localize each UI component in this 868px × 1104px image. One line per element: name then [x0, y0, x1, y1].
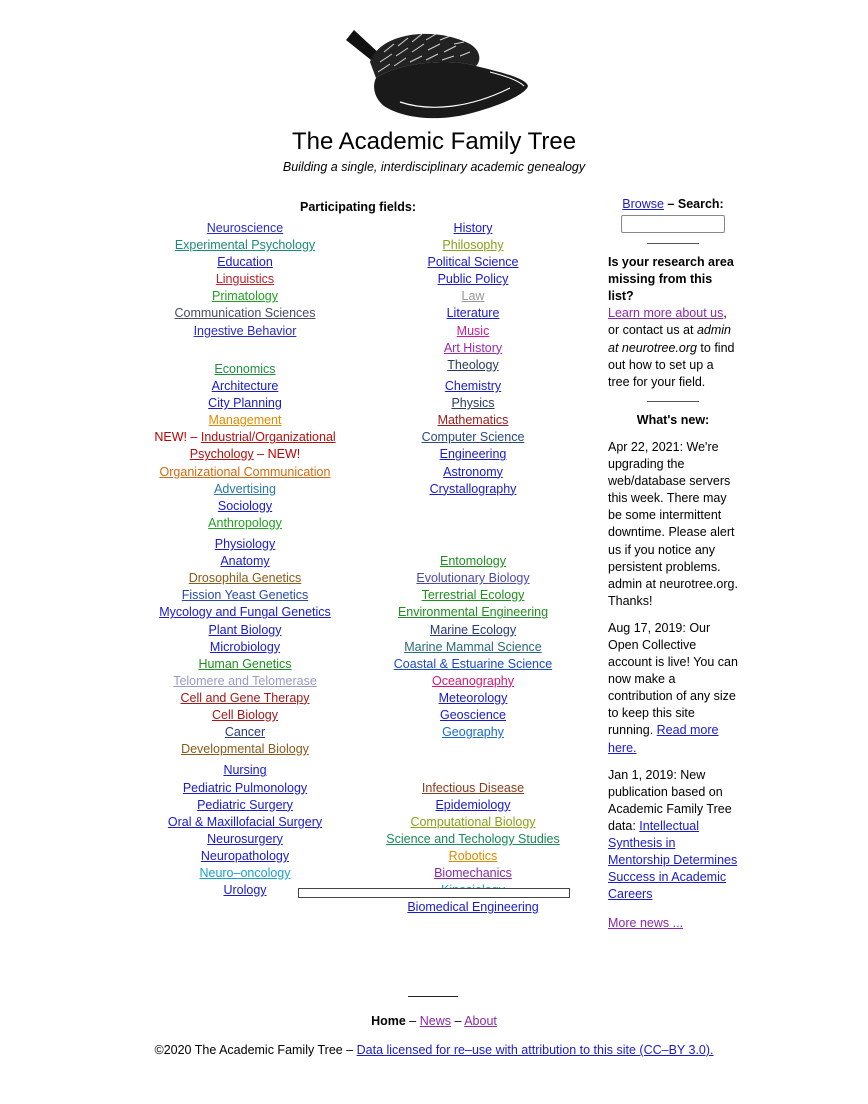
field-row: [313, 357, 633, 374]
field-row: [313, 639, 633, 656]
news-item-2: [608, 620, 738, 757]
search-label: – Search:: [663, 197, 724, 211]
license-link[interactable]: Data licensed for re–use with attribution to this site (CC–BY 3.0).: [356, 1043, 714, 1057]
divider: [647, 401, 699, 402]
field-row: [313, 899, 633, 916]
contact-text-2: to find out how to set up a tree for your field.: [608, 340, 735, 389]
field-link-biomechanics[interactable]: Biomechanics: [434, 866, 512, 881]
field-row: [313, 604, 633, 621]
field-link-political-science[interactable]: Political Science: [427, 255, 519, 270]
field-row: [313, 724, 633, 741]
field-link-ingestive-behavior[interactable]: Ingestive Behavior: [193, 323, 297, 338]
about-link[interactable]: About: [464, 1014, 497, 1028]
column-blank: [313, 741, 633, 758]
field-link-neuro-oncology[interactable]: Neuro–oncology: [199, 866, 291, 881]
page-subtitle: Building a single, interdisciplinary academic genealogy: [282, 160, 586, 174]
new-badge: NEW! –: [154, 430, 201, 445]
field-link-anatomy[interactable]: Anatomy: [220, 554, 270, 569]
field-link-nursing[interactable]: Nursing: [223, 763, 267, 778]
field-link-meteorology[interactable]: Meteorology: [438, 690, 508, 705]
field-link-cell-biology[interactable]: Cell Biology: [211, 708, 278, 722]
field-row: [313, 553, 633, 570]
footer-nav: [0, 1014, 868, 1028]
field-link-public-policy[interactable]: Public Policy: [437, 272, 509, 287]
field-link-mathematics[interactable]: Mathematics: [437, 413, 509, 428]
field-row: [313, 237, 633, 254]
news-item-1: Apr 22, 2021: We're upgrading the web/database servers this week. There may be some intermittent downtime. Please alert us if you notice any persistent problems. admin at neurotree.org. Thanks!: [608, 439, 738, 608]
field-link-management[interactable]: Management: [208, 413, 282, 428]
field-link-astronomy[interactable]: Astronomy: [443, 464, 503, 479]
field-link-experimental-psychology[interactable]: Experimental Psychology: [174, 238, 316, 253]
divider: [647, 243, 699, 244]
field-link-chemistry[interactable]: Chemistry: [444, 379, 502, 394]
field-link-terrestrial-ecology[interactable]: Terrestrial Ecology: [421, 588, 525, 603]
field-link-physics[interactable]: Physics: [451, 396, 495, 411]
field-row: [313, 848, 633, 865]
field-row: [313, 690, 633, 707]
fields-right-column: [313, 220, 633, 916]
field-link-fission-yeast-genetics[interactable]: Fission Yeast Genetics: [181, 588, 309, 603]
field-link-engineering[interactable]: Engineering: [439, 447, 507, 462]
field-link-theology[interactable]: Theology: [447, 357, 499, 372]
field-link-law[interactable]: Law: [461, 289, 485, 304]
field-link-sociology[interactable]: Sociology: [217, 498, 273, 513]
field-link-oral-maxillofacial-surgery[interactable]: Oral & Maxillofacial Surgery: [167, 814, 323, 829]
field-link-psychology[interactable]: Psychology: [189, 447, 254, 462]
field-link-plant-biology[interactable]: Plant Biology: [208, 622, 282, 637]
separator: –: [405, 1014, 420, 1028]
field-row: [313, 446, 633, 463]
field-link-marine-mammal-science[interactable]: Marine Mammal Science: [404, 639, 542, 654]
field-link-telomere-and-telomerase[interactable]: Telomere and Telomerase: [173, 673, 317, 688]
field-link-computer-science[interactable]: Computer Science: [421, 430, 525, 445]
publication-link[interactable]: Intellectual Synthesis in Mentorship Determines Success in Academic Careers: [608, 818, 738, 902]
news-heading: What's new:: [636, 412, 710, 427]
field-row: [313, 378, 633, 395]
field-link-history[interactable]: History: [453, 221, 493, 235]
field-link-oceanography[interactable]: Oceanography: [431, 673, 514, 688]
new-badge: – NEW!: [253, 447, 301, 462]
field-link-geography[interactable]: Geography: [442, 725, 504, 740]
column-blank: [313, 532, 633, 549]
field-row: [313, 481, 633, 498]
field-link-education[interactable]: Education: [217, 255, 273, 270]
column-blank: [313, 515, 633, 532]
more-news-link[interactable]: More news ...: [608, 916, 684, 931]
field-link-industrial-organizational[interactable]: Industrial/Organizational: [200, 430, 336, 445]
column-blank: [313, 498, 633, 515]
field-link-music[interactable]: Music: [456, 323, 490, 338]
news-link[interactable]: News: [419, 1014, 451, 1028]
copyright-text: ©2020 The Academic Family Tree –: [154, 1043, 357, 1057]
field-row: [313, 831, 633, 848]
news-item-3: [608, 767, 738, 904]
field-link-pediatric-pulmonology[interactable]: Pediatric Pulmonology: [182, 780, 308, 795]
field-link-neuroscience[interactable]: Neuroscience: [206, 221, 284, 235]
field-link-neuropathology[interactable]: Neuropathology: [200, 848, 290, 863]
browse-link[interactable]: Browse: [622, 197, 664, 211]
field-row: [313, 288, 633, 305]
field-link-environmental-engineering[interactable]: Environmental Engineering: [397, 605, 549, 620]
page-title: The Academic Family Tree: [291, 128, 577, 155]
field-row: [313, 271, 633, 288]
field-link-drosophila-genetics[interactable]: Drosophila Genetics: [188, 571, 302, 586]
field-link-architecture[interactable]: Architecture: [211, 379, 279, 394]
field-row: [313, 254, 633, 271]
field-link-cancer[interactable]: Cancer: [224, 725, 266, 740]
field-row: [313, 305, 633, 322]
field-link-communication-sciences[interactable]: Communication Sciences: [174, 306, 316, 321]
news-item-3-text: Jan 1, 2019: New publication based on Academic Family Tree data:: [608, 767, 732, 833]
field-row: [313, 797, 633, 814]
field-link-neurosurgery[interactable]: Neurosurgery: [207, 831, 283, 846]
field-link-physiology[interactable]: Physiology: [214, 537, 276, 552]
field-row: [313, 673, 633, 690]
field-link-urology[interactable]: Urology: [223, 883, 267, 898]
field-link-organizational-communication[interactable]: Organizational Communication: [159, 464, 331, 479]
field-row: [313, 220, 633, 237]
field-row: [313, 570, 633, 587]
field-link-developmental-biology[interactable]: Developmental Biology: [181, 742, 309, 757]
field-link-philosophy[interactable]: Philosophy: [442, 238, 504, 253]
field-link-biomedical-engineering[interactable]: Biomedical Engineering: [407, 900, 539, 915]
field-link-infectious-disease[interactable]: Infectious Disease: [421, 780, 525, 795]
home-label: Home: [371, 1014, 406, 1028]
copyright-line: [0, 1043, 868, 1057]
read-more-link[interactable]: Read more here.: [608, 723, 719, 755]
search-input[interactable]: [621, 215, 725, 233]
field-row: [313, 780, 633, 797]
footer-divider: [408, 996, 458, 997]
field-row: [313, 656, 633, 673]
field-link-advertising[interactable]: Advertising: [214, 481, 276, 496]
field-row: [313, 412, 633, 429]
field-row: [313, 622, 633, 639]
acorn-logo-icon: [340, 22, 530, 126]
field-link-economics[interactable]: Economics: [214, 361, 276, 376]
separator: –: [451, 1014, 465, 1028]
field-row: [313, 707, 633, 724]
field-link-art-history[interactable]: Art History: [443, 340, 503, 355]
field-link-crystallography[interactable]: Crystallography: [429, 481, 517, 496]
field-link-cell-and-gene-therapy[interactable]: Cell and Gene Therapy: [180, 690, 310, 705]
contact-email: admin at neurotree.org: [608, 323, 731, 355]
learn-more-link[interactable]: Learn more about us: [608, 306, 724, 321]
column-blank: [313, 758, 633, 775]
overlay-bar: [298, 888, 570, 898]
field-link-human-genetics[interactable]: Human Genetics: [198, 656, 292, 671]
field-link-science-and-techology-studies[interactable]: Science and Techology Studies: [386, 831, 560, 846]
sidebar: [608, 196, 738, 942]
field-link-entomology[interactable]: Entomology: [439, 554, 506, 569]
field-link-microbiology[interactable]: Microbiology: [209, 639, 281, 654]
news-item-2-text: Aug 17, 2019: Our Open Collective account is live! You can now make a contribution of any size to keep this site running.: [608, 620, 738, 738]
field-row: [313, 865, 633, 882]
field-link-epidemiology[interactable]: Epidemiology: [435, 797, 511, 812]
field-row: [313, 395, 633, 412]
field-link-primatology[interactable]: Primatology: [212, 289, 278, 304]
field-link-literature[interactable]: Literature: [446, 306, 500, 321]
fields-heading: Participating fields:: [300, 200, 416, 214]
field-row: [313, 464, 633, 481]
field-link-anthropology[interactable]: Anthropology: [208, 515, 282, 530]
field-link-mycology-and-fungal-genetics[interactable]: Mycology and Fungal Genetics: [159, 605, 331, 620]
contact-text-1: , or contact us at: [608, 306, 727, 338]
field-row: [313, 587, 633, 604]
field-link-city-planning[interactable]: City Planning: [208, 396, 282, 411]
field-link-geoscience[interactable]: Geoscience: [439, 708, 506, 722]
field-link-robotics[interactable]: Robotics: [448, 848, 498, 863]
field-row: [313, 340, 633, 357]
field-row: [313, 814, 633, 831]
missing-field-question: Is your research area missing from this list?: [608, 255, 734, 304]
field-link-coastal-estuarine-science[interactable]: Coastal & Estuarine Science: [393, 656, 553, 671]
field-link-pediatric-surgery[interactable]: Pediatric Surgery: [197, 797, 293, 812]
field-link-marine-ecology[interactable]: Marine Ecology: [429, 622, 517, 637]
field-link-evolutionary-biology[interactable]: Evolutionary Biology: [416, 571, 530, 586]
field-row: [313, 429, 633, 446]
field-link-linguistics[interactable]: Linguistics: [215, 272, 275, 287]
field-link-computational-biology[interactable]: Computational Biology: [410, 814, 536, 829]
field-row: [313, 323, 633, 340]
